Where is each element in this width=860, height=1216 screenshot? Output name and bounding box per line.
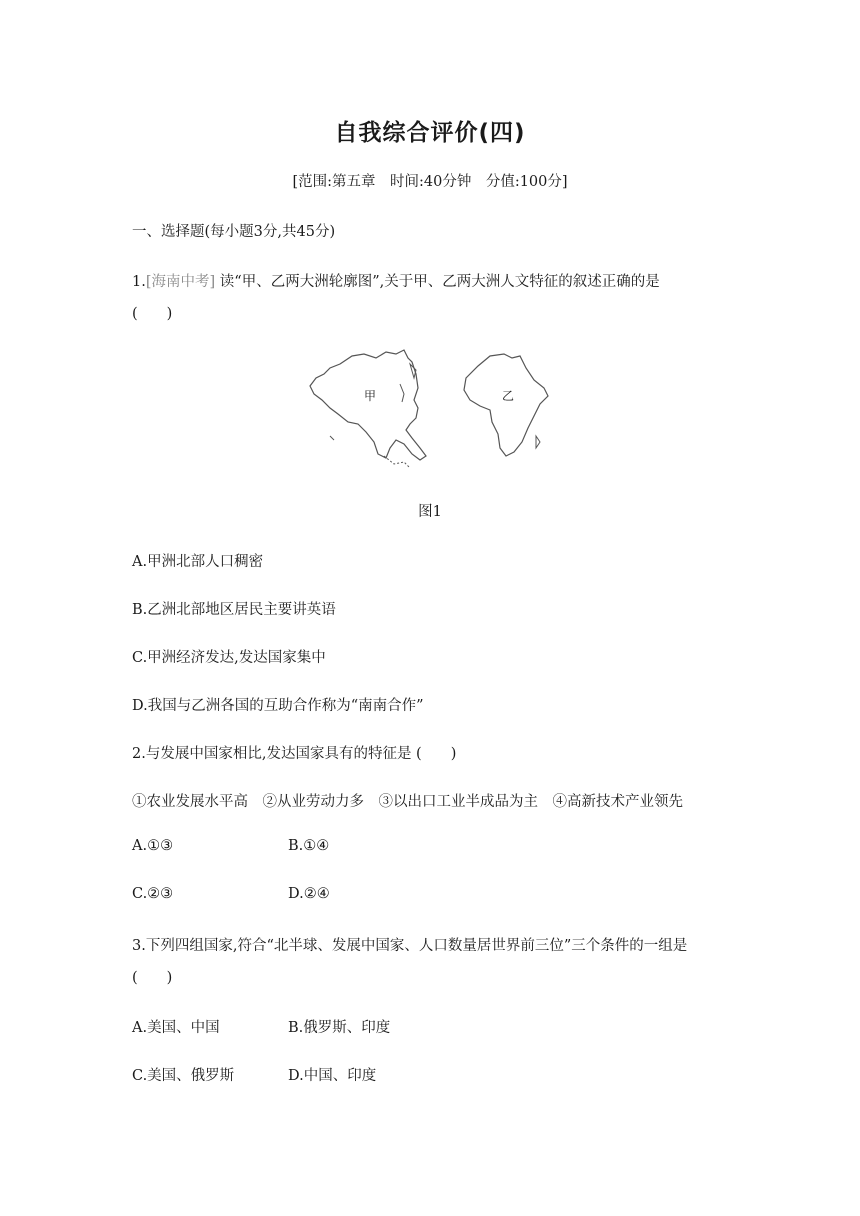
q1-source-tag: [海南中考] (145, 274, 216, 290)
continent-outline-svg (300, 344, 560, 474)
section-heading: 一、选择题(每小题3分,共45分) (132, 224, 336, 240)
continent-a-island-2 (400, 384, 404, 402)
continent-a-outline (310, 350, 426, 460)
q2-option-a: A.①③ (132, 838, 174, 854)
q1-option-d: D.我国与乙洲各国的互助合作称为“南南合作” (132, 698, 424, 714)
q3-option-a: A.美国、中国 (132, 1020, 220, 1036)
q3-option-d: D.中国、印度 (288, 1068, 377, 1084)
q1-option-a: A.甲洲北部人口稠密 (132, 554, 264, 570)
q1-number: 1. (132, 274, 146, 290)
q2-items: ①农业发展水平高 ②从业劳动力多 ③以出口工业半成品为主 ④高新技术产业领先 (132, 794, 683, 810)
q1-option-c: C.甲洲经济发达,发达国家集中 (132, 650, 326, 666)
exam-meta: [范围:第五章 时间:40分钟 分值:100分] (292, 174, 568, 190)
q1-answer-paren: ( ) (132, 306, 173, 322)
q1-stem (132, 270, 660, 291)
continent-a-island-4 (330, 436, 334, 440)
q3-answer-paren: ( ) (132, 970, 173, 986)
q2-option-d: D.②④ (288, 886, 330, 902)
continent-b-outline (464, 354, 548, 456)
q2-stem: 2.与发展中国家相比,发达国家具有的特征是 ( ) (132, 746, 457, 762)
q1-text: 读“甲、乙两大洲轮廓图”,关于甲、乙两大洲人文特征的叙述正确的是 (215, 274, 660, 290)
page-title: 自我综合评价(四) (334, 120, 526, 146)
continent-a-island-3 (384, 456, 410, 468)
continent-outline-map (300, 344, 560, 474)
q1-option-b: B.乙洲北部地区居民主要讲英语 (132, 602, 336, 618)
q3-option-c: C.美国、俄罗斯 (132, 1068, 235, 1084)
q2-option-c: C.②③ (132, 886, 174, 902)
q3-option-b: B.俄罗斯、印度 (288, 1020, 391, 1036)
map-label-b: 乙 (502, 389, 515, 403)
q3-stem: 3.下列四组国家,符合“北半球、发展中国家、人口数量居世界前三位”三个条件的一组是 (132, 938, 688, 954)
q2-option-b: B.①④ (288, 838, 330, 854)
continent-b-island (536, 436, 540, 448)
map-label-a: 甲 (364, 389, 377, 403)
figure-caption: 图1 (418, 504, 442, 520)
